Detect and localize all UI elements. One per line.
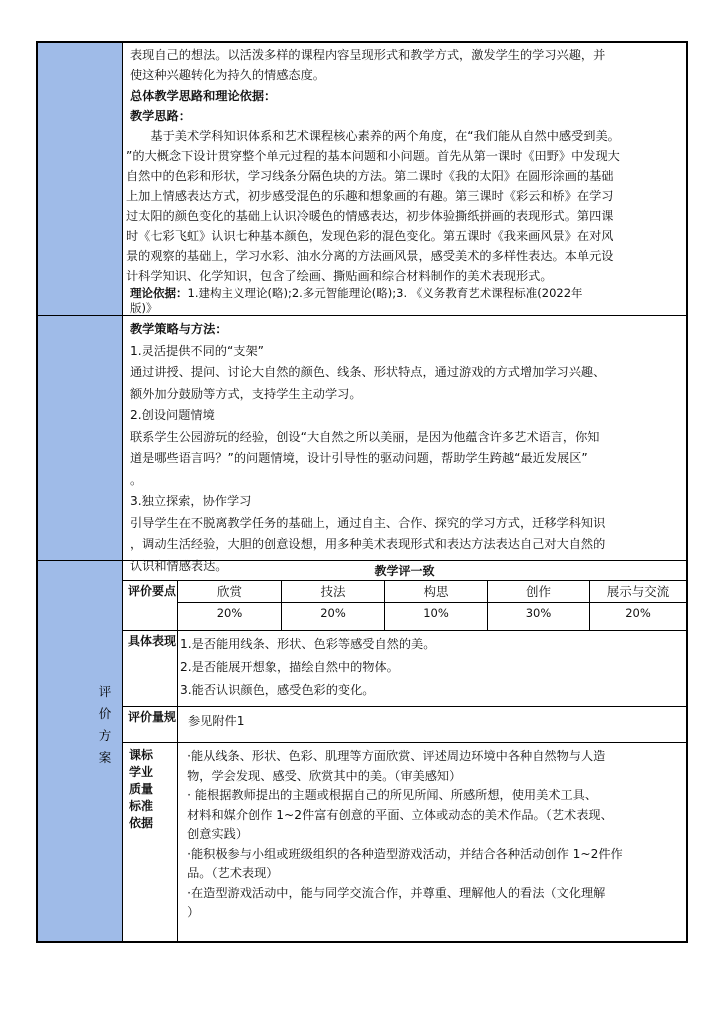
table-title: 教学评一致 — [123, 561, 686, 581]
idea-line: ”的大概念下设计贯穿整个单元过程的基本问题和小问题。首先从第一课时《田野》中发现大 — [126, 149, 620, 163]
strategy-cell — [130, 319, 682, 577]
left-label-column — [38, 43, 123, 941]
idea-paragraph — [126, 126, 682, 286]
strategy-item-title: 1.灵活提供不同的“支架” — [130, 343, 264, 358]
idea-line: 过太阳的颜色变化的基础上认识冷暖色的情感表达，初步体验撕纸拼画的表现形式。第四课 — [126, 209, 614, 223]
standard-line: · 能根据教师提出的主题或根据自己的所见所闻、所感所想，使用美术工具、 — [187, 788, 598, 802]
strategy-line: 额外加分鼓励等方式，支持学生主动学习。 — [130, 386, 362, 401]
intro-line: 表现自己的想法。以活泼多样的课程内容呈现形式和教学方式，激发学生的学习兴趣，并 — [130, 48, 606, 62]
standard-line: ） — [187, 905, 200, 919]
idea-heading: 教学思路： — [130, 109, 191, 123]
strategy-line: 通过讲授、提问、讨论大自然的颜色、线条、形状特点，通过游戏的方式增加学习兴趣、 — [130, 365, 606, 379]
performance-item: 2.是否能展开想象，描绘自然中的物体。 — [180, 660, 399, 674]
strategy-line: ，调动生活经验，大胆的创意设想，用多种美术表现形式和表达方法表达自己对大自然的 — [130, 537, 606, 551]
strategy-line: 。 — [130, 472, 143, 487]
criterion: 创作 30% — [488, 581, 590, 630]
intro-line: 使这种兴趣转化为持久的情感态度。 — [130, 68, 325, 82]
standard-row — [123, 743, 686, 941]
idea-line: 上加上情感表达方式，初步感受混色的乐趣和想象画的有趣。第三课时《彩云和桥》在学习 — [126, 189, 614, 203]
criterion: 构思 10% — [385, 581, 488, 630]
standard-line: ·能从线条、形状、色彩、肌理等方面欣赏、评述周边环境中各种自然物与人造 — [187, 749, 606, 763]
evaluation-side-label: 评 价 方 案 — [98, 684, 112, 765]
scale-value: 参见附件1 — [188, 714, 245, 728]
performance-row — [123, 631, 686, 707]
theory-basis — [130, 286, 682, 316]
criteria-grid — [178, 581, 686, 630]
strategy-item-title: 3.独立探索，协作学习 — [130, 494, 252, 508]
teaching-ideas-cell — [130, 45, 682, 85]
evaluation-table — [123, 561, 686, 941]
standard-list — [181, 747, 680, 923]
strategy-line: 道是哪些语言吗？”的问题情境，设计引导性的驱动问题，帮助学生跨越“最近发展区” — [130, 451, 588, 465]
theory-line: 版)》 — [130, 301, 158, 315]
idea-line: 景的观察的基础上，学习水彩、油水分离的方法画风景，感受美术的多样性表达。本单元设 — [126, 249, 614, 263]
performance-item: 1.是否能用线条、形状、色彩等感受自然的美。 — [180, 637, 436, 651]
performance-list — [180, 633, 680, 702]
standard-label: 课标 学业 质量 标准 依据 — [123, 743, 178, 941]
criteria-label: 评价要点 — [123, 581, 178, 630]
theory-heading: 理论依据： — [130, 286, 188, 300]
standard-line: 品。（艺术表现） — [187, 866, 279, 880]
idea-line: 自然中的色彩和形状，学习线条分隔色块的方法。第二课时《我的太阳》在圆形涂画的基础 — [126, 169, 614, 183]
strategy-line: 联系学生公园游玩的经验，创设“大自然之所以美丽，是因为他蕴含许多艺术语言，你知 — [130, 429, 600, 444]
idea-line: 时《七彩飞虹》认识七种基本颜色，发现色彩的混色变化。第五课时《我来画风景》在对风 — [126, 229, 614, 243]
criteria-row — [123, 581, 686, 631]
criterion: 欣赏 20% — [178, 581, 282, 630]
strategy-item-title: 2.创设问题情境 — [130, 408, 215, 422]
standard-line: 材料和媒介创作 1~2件富有创意的平面、立体或动态的美术作品。（艺术表现、 — [187, 807, 613, 822]
overall-approach — [130, 86, 682, 126]
scale-row — [123, 707, 686, 743]
overall-heading: 总体教学思路和理论依据： — [130, 89, 277, 103]
scale-label: 评价量规 — [123, 707, 178, 742]
standard-line: ·在造型游戏活动中，能与同学交流合作，并尊重、理解他人的看法（文化理解 — [187, 885, 606, 900]
strategy-line: 引导学生在不脱离教学任务的基础上，通过自主、合作、探究的学习方式，迁移学科知识 — [130, 515, 606, 530]
performance-item: 3.能否认识颜色，感受色彩的变化。 — [180, 683, 375, 697]
standard-line: 创意实践） — [187, 827, 249, 841]
idea-line: 计科学知识、化学知识，包含了绘画、撕贴画和综合材料制作的美术表现形式。 — [126, 269, 553, 283]
idea-line: 基于美术学科知识体系和艺术课程核心素养的两个角度，在“我们能从自然中感受到美。 — [150, 129, 620, 143]
standard-line: ·能积极参与小组或班级组织的各种造型游戏活动，并结合各种活动创作 1~2件作 — [187, 846, 623, 861]
standard-line: 物，学会发现、感受、欣赏其中的美。（审美感知） — [187, 768, 462, 783]
strategy-line: 认识和情感表达。 — [130, 558, 228, 573]
strategy-heading: 教学策略与方法： — [130, 322, 228, 336]
theory-line: 1.建构主义理论(略);2.多元智能理论(略);3. 《义务教育艺术课程标准(2022年 — [187, 286, 583, 300]
criterion: 展示与交流 20% — [590, 581, 686, 630]
performance-label: 具体表现 — [123, 631, 178, 706]
lesson-plan-table — [36, 41, 688, 943]
criterion: 技法 20% — [282, 581, 385, 630]
